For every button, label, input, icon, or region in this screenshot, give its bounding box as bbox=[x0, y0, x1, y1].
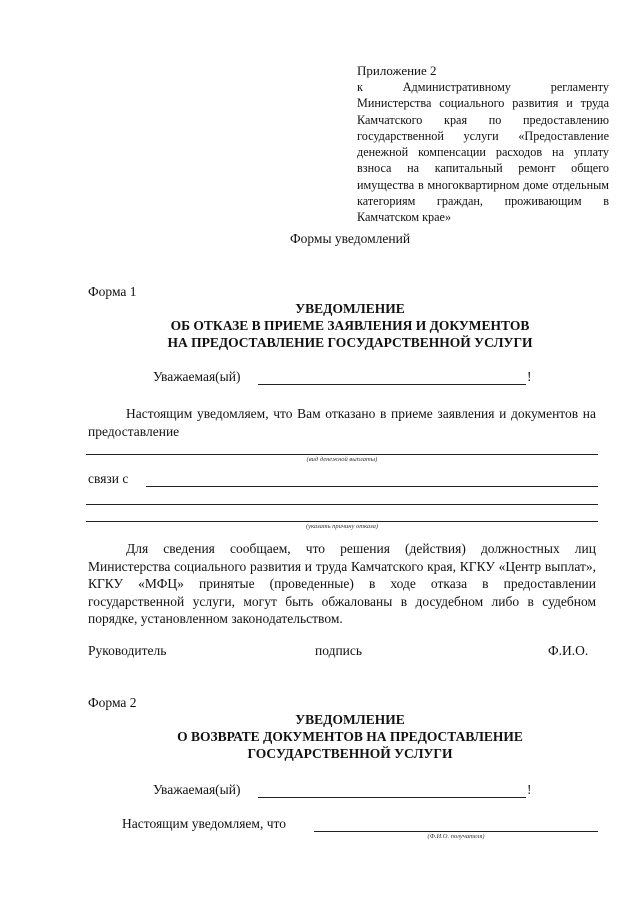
form1-appeal-text: Для сведения сообщаем, что решения (действия) должностных лиц Министерства социального развития и труда Камчатского края, КГКУ «Центр выплат», КГКУ «МФЦ» принятые (проведенные) в ходе отказа в предоставлении государственной услуги, могут быть обжалованы в досудебном либо в судебном порядке, установленном законодательством. bbox=[88, 541, 596, 626]
appendix-block bbox=[357, 62, 609, 226]
form2-title-line-1: УВЕДОМЛЕНИЕ bbox=[295, 712, 405, 727]
form2-notice-start: Настоящим уведомляем, что bbox=[122, 816, 286, 831]
form1-title-line-3: НА ПРЕДОСТАВЛЕНИЕ ГОСУДАРСТВЕННОЙ УСЛУГИ bbox=[167, 335, 533, 350]
form2-recipient-line bbox=[314, 831, 598, 832]
form1-greeting: Уважаемая(ый) bbox=[153, 369, 241, 384]
form2-greeting: Уважаемая(ый) bbox=[153, 782, 241, 797]
form1-greeting-exclamation: ! bbox=[527, 369, 532, 384]
form1-reason-prefix: связи с bbox=[88, 471, 129, 486]
form1-signature-name: Ф.И.О. bbox=[548, 643, 589, 658]
form1-payment-hint: (вид денежной выплаты) bbox=[306, 456, 378, 463]
form1-reason-hint: (указать причину отказа) bbox=[305, 523, 379, 530]
form1-notice: Настоящим уведомляем, что Вам отказано в приеме заявления и документов на предоставление bbox=[88, 406, 596, 439]
form2-label: Форма 2 bbox=[88, 695, 137, 710]
form2-recipient-hint: (Ф.И.О. получателя) bbox=[427, 833, 485, 840]
form2-greeting-exclamation: ! bbox=[527, 782, 532, 797]
appendix-heading: Приложение 2 bbox=[357, 63, 437, 78]
form2-title-line-2: О ВОЗВРАТЕ ДОКУМЕНТОВ НА ПРЕДОСТАВЛЕНИЕ bbox=[177, 729, 523, 744]
form1-label: Форма 1 bbox=[88, 284, 137, 299]
form1-greeting-line bbox=[258, 384, 526, 385]
form1-reason-line-2 bbox=[86, 504, 598, 505]
forms-title: Формы уведомлений bbox=[289, 231, 411, 246]
form1-title-line-2: ОБ ОТКАЗЕ В ПРИЕМЕ ЗАЯВЛЕНИЯ И ДОКУМЕНТОВ bbox=[170, 318, 530, 333]
form2-greeting-line bbox=[258, 797, 526, 798]
form1-reason-line-1 bbox=[146, 486, 598, 487]
form1-signature-sign: подпись bbox=[315, 643, 363, 658]
appendix-text: к Административному регламенту Министерства социального развития и труда Камчатского края по предоставлению государственной услуги «Предоставление денежной компенсации расходов на уплату взноса на капитальный ремонт общего имущества в многоквартирном доме отдельным категориям граждан, проживающим в Камчатском крае» bbox=[357, 80, 609, 225]
form1-reason-line-3 bbox=[86, 521, 598, 522]
form2-title-line-3: ГОСУДАРСТВЕННОЙ УСЛУГИ bbox=[247, 746, 453, 761]
form2-title bbox=[0, 711, 640, 762]
form1-signature-head: Руководитель bbox=[88, 643, 167, 658]
form1-title bbox=[0, 300, 640, 351]
form1-title-line-1: УВЕДОМЛЕНИЕ bbox=[295, 301, 405, 316]
form1-payment-line bbox=[86, 454, 598, 455]
